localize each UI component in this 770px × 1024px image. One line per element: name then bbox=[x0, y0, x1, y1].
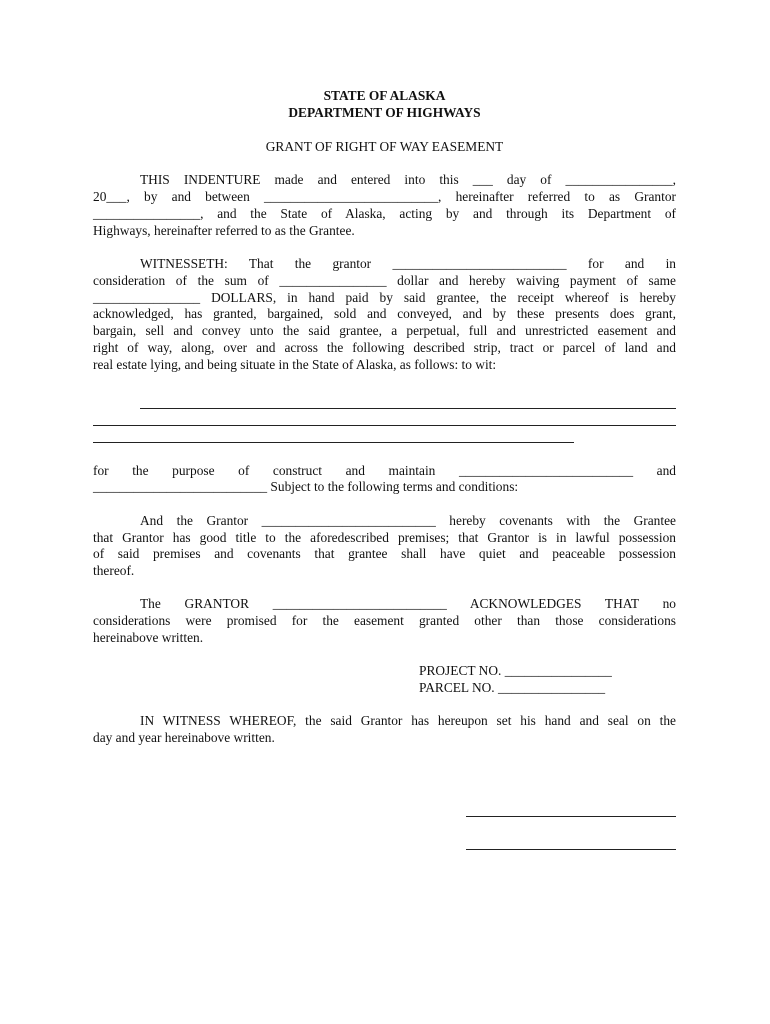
in-witness-paragraph bbox=[93, 713, 676, 747]
purpose-line: for the purpose of construct and maintain __________________________ and bbox=[93, 462, 676, 478]
witnesseth-line: bargain, sell and convey unto the said grantee, a perpetual, full and unrestricted easement and bbox=[93, 323, 676, 339]
indenture-line: THIS INDENTURE made and entered into this ___ day of ________________, bbox=[140, 172, 676, 188]
signature-line-1[interactable] bbox=[466, 816, 676, 817]
project-number-field[interactable]: PROJECT NO. ________________ bbox=[419, 663, 612, 679]
project-parcel-block bbox=[419, 663, 676, 697]
witnesseth-line: acknowledged, has granted, bargained, sold and conveyed, and by these presents does grant, bbox=[93, 306, 676, 322]
witnesseth-line: right of way, along, over and across the following described strip, tract or parcel of land and bbox=[93, 340, 676, 356]
document-title: GRANT OF RIGHT OF WAY EASEMENT bbox=[265, 138, 504, 154]
purpose-line: __________________________ Subject to the following terms and conditions: bbox=[93, 479, 519, 495]
covenants-line: thereof. bbox=[93, 563, 135, 579]
in-witness-line: day and year hereinabove written. bbox=[93, 730, 275, 746]
acknowledges-paragraph bbox=[93, 596, 676, 646]
indenture-line: ________________, and the State of Alaska, acting by and through its Department of bbox=[93, 205, 676, 221]
acknowledges-line: The GRANTOR __________________________ ACKNOWLEDGES THAT no bbox=[140, 596, 676, 612]
description-blanks bbox=[93, 393, 676, 443]
witnesseth-line: WITNESSETH: That the grantor __________________________ for and in bbox=[140, 256, 676, 272]
description-blank-line[interactable] bbox=[93, 426, 574, 443]
header-department: DEPARTMENT OF HIGHWAYS bbox=[288, 104, 481, 120]
indenture-line: Highways, hereinafter referred to as the Grantee. bbox=[93, 222, 355, 238]
description-blank-line[interactable] bbox=[140, 393, 676, 409]
covenants-line: of said premises and covenants that grantee shall have quiet and peaceable possession bbox=[93, 546, 676, 562]
covenants-paragraph bbox=[93, 513, 676, 580]
covenants-line: And the Grantor __________________________ hereby covenants with the Grantee bbox=[140, 512, 676, 528]
witnesseth-line: consideration of the sum of ________________ dollar and hereby waiving payment of same bbox=[93, 272, 676, 288]
witnesseth-line: ________________ DOLLARS, in hand paid by said grantee, the receipt whereof is hereby bbox=[93, 289, 676, 305]
covenants-line: that Grantor has good title to the aforedescribed premises; that Grantor is in lawful possession bbox=[93, 529, 676, 545]
acknowledges-line: considerations were promised for the easement granted other than those considerations bbox=[93, 613, 676, 629]
document-body bbox=[93, 88, 676, 850]
in-witness-line: IN WITNESS WHEREOF, the said Grantor has hereupon set his hand and seal on the bbox=[140, 713, 676, 729]
purpose-paragraph bbox=[93, 463, 676, 497]
description-blank-line[interactable] bbox=[93, 409, 676, 426]
indenture-paragraph bbox=[93, 172, 676, 239]
indenture-line: 20___, by and between __________________________, hereinafter referred to as Grantor bbox=[93, 189, 676, 205]
header-state: STATE OF ALASKA bbox=[323, 88, 446, 103]
signature-line-2[interactable] bbox=[466, 849, 676, 850]
parcel-number-field[interactable]: PARCEL NO. ________________ bbox=[419, 680, 606, 696]
witnesseth-paragraph bbox=[93, 256, 676, 374]
acknowledges-line: hereinabove written. bbox=[93, 630, 204, 646]
witnesseth-line: real estate lying, and being situate in the State of Alaska, as follows: to wit: bbox=[93, 356, 497, 372]
